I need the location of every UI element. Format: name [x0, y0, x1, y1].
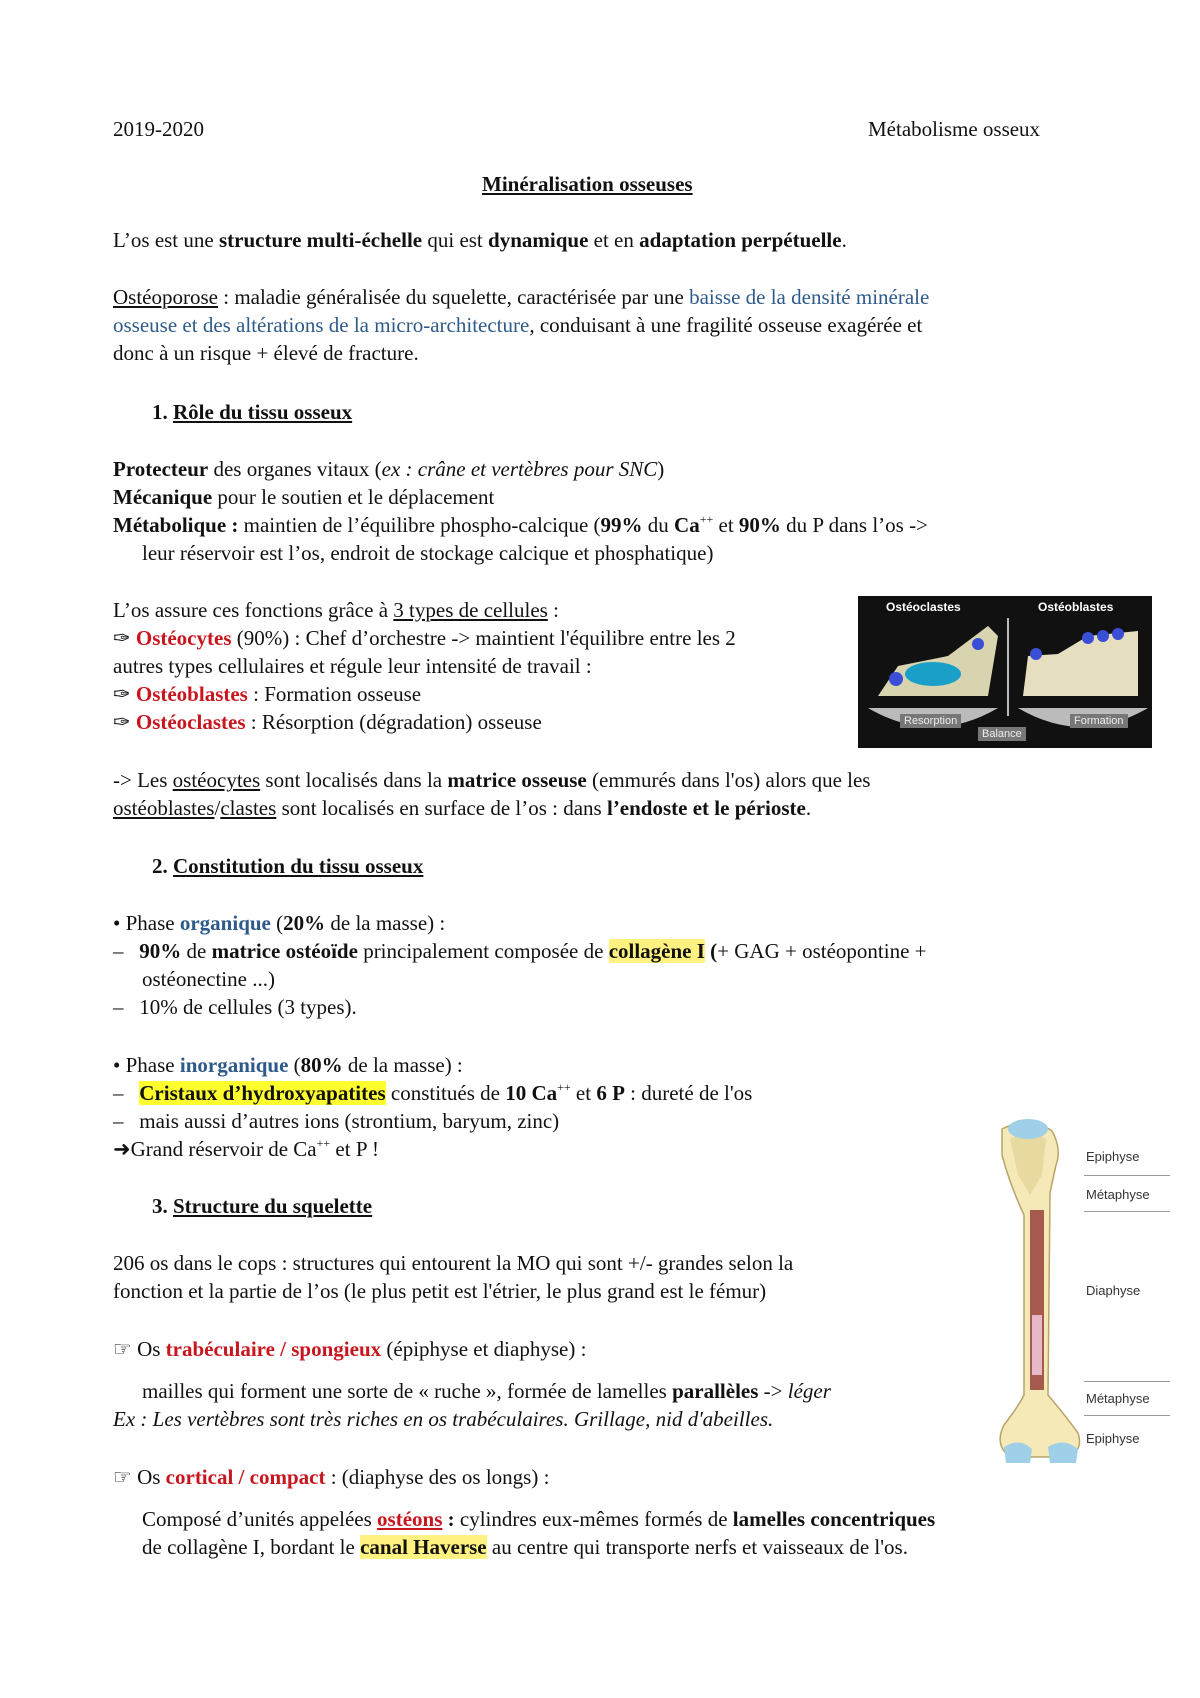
- os-trabeculaire-heading: ☞ Os trabéculaire / spongieux (épiphyse et diaphyse) :: [113, 1337, 587, 1361]
- os-trabeculaire-description: mailles qui forment une sorte de « ruche », formée de lamelles parallèles -> léger: [142, 1379, 831, 1403]
- section-1-heading: 1. Rôle du tissu osseux: [152, 400, 353, 424]
- organique-item-2: – 10% de cellules (3 types).: [113, 995, 357, 1019]
- intro-paragraph: L’os est une structure multi-échelle qui est dynamique et en adaptation perpétuelle.: [113, 228, 847, 252]
- os-cortical-heading: ☞ Os cortical / compact : (diaphyse des os longs) :: [113, 1465, 550, 1489]
- header-subject: Métabolisme osseux: [868, 117, 1041, 141]
- section-2-heading: 2. Constitution du tissu osseux: [152, 854, 424, 878]
- role-protecteur: Protecteur des organes vitaux (ex : crâne et vertèbres pour SNC): [113, 457, 665, 481]
- bone-label-diaphyse: Diaphyse: [1086, 1283, 1141, 1298]
- figure-label-osteoblastes: Ostéoblastes: [1038, 600, 1114, 614]
- bone-divider: [1084, 1211, 1170, 1212]
- bone-label-metaphyse-bottom: Métaphyse: [1086, 1391, 1150, 1406]
- long-bone-figure: [990, 1115, 1170, 1465]
- bone-divider: [1084, 1381, 1170, 1382]
- phase-inorganique: • Phase inorganique (80% de la masse) :: [113, 1053, 463, 1077]
- bone-divider: [1084, 1415, 1170, 1416]
- role-metabolique-line-2: leur réservoir est l’os, endroit de stockage calcique et phosphatique): [142, 541, 714, 565]
- pointer-icon: ✑: [113, 682, 131, 706]
- osteoporose-line-3: donc à un risque + élevé de fracture.: [113, 341, 419, 365]
- header-year: 2019-2020: [113, 117, 204, 141]
- osteoporose-line-1: Ostéoporose : maladie généralisée du squelette, caractérisée par une baisse de la densité minérale: [113, 285, 930, 309]
- phase-organique: • Phase organique (20% de la masse) :: [113, 911, 446, 935]
- cell-osteoblastes: ✑ Ostéoblastes : Formation osseuse: [113, 682, 422, 706]
- inorganique-item-2: – mais aussi d’autres ions (strontium, baryum, zinc): [113, 1109, 560, 1133]
- squelette-line-1: 206 os dans le cops : structures qui entourent la MO qui sont +/- grandes selon la: [113, 1251, 794, 1275]
- role-metabolique: Métabolique : maintien de l’équilibre phospho-calcique (99% du Ca++ et 90% du P dans l’os ->: [113, 512, 928, 537]
- pointing-hand-icon: ☞: [113, 1465, 132, 1489]
- osteoporose-line-2: osseuse et des altérations de la micro-architecture, conduisant à une fragilité osseuse exagérée et: [113, 313, 923, 337]
- section-3-heading: 3. Structure du squelette: [152, 1194, 373, 1218]
- os-cortical-description-2: de collagène I, bordant le canal Haverse au centre qui transporte nerfs et vaisseaux de l'os.: [142, 1535, 908, 1559]
- squelette-line-2: fonction et la partie de l’os (le plus petit est l'étrier, le plus grand est le fémur): [113, 1279, 767, 1303]
- role-mecanique: Mécanique pour le soutien et le déplacement: [113, 485, 495, 509]
- pointer-icon: ✑: [113, 626, 131, 650]
- cell-osteocytes: ✑ Ostéocytes (90%) : Chef d’orchestre -> maintient l'équilibre entre les 2: [113, 626, 736, 650]
- figure-label-osteoclastes: Ostéoclastes: [886, 600, 961, 614]
- cell-osteocytes-line-2: autres types cellulaires et régule leur intensité de travail :: [113, 654, 592, 678]
- page-title: Minéralisation osseuses: [482, 172, 693, 196]
- cell-osteoclastes: ✑ Ostéoclastes : Résorption (dégradation) osseuse: [113, 710, 542, 734]
- os-trabeculaire-example: Ex : Les vertèbres sont très riches en os trabéculaires. Grillage, nid d'abeilles.: [113, 1407, 774, 1431]
- organique-item-1: – 90% de matrice ostéoïde principalement composée de collagène I (+ GAG + ostéopontine +: [113, 939, 927, 963]
- reservoir-conclusion: ➜Grand réservoir de Ca++ et P !: [113, 1136, 379, 1161]
- figure-tag-resorption: Resorption: [900, 714, 961, 728]
- bone-label-epiphyse-bottom: Epiphyse: [1086, 1431, 1140, 1446]
- pointer-icon: ✑: [113, 710, 131, 734]
- pointing-hand-icon: ☞: [113, 1337, 132, 1361]
- bone-divider: [1084, 1175, 1170, 1176]
- os-cortical-description-1: Composé d’unités appelées ostéons : cylindres eux-mêmes formés de lamelles concentriques: [142, 1507, 936, 1531]
- bone-label-metaphyse-top: Métaphyse: [1086, 1187, 1150, 1202]
- femur-illustration: [990, 1115, 1100, 1465]
- arrow-right-icon: ➜: [113, 1137, 131, 1161]
- inorganique-item-1: – Cristaux d’hydroxyapatites constitués de 10 Ca++ et 6 P : dureté de l'os: [113, 1080, 753, 1105]
- figure-tag-balance: Balance: [978, 727, 1026, 741]
- osteo-figure: [858, 596, 1152, 748]
- localisation-line-2: ostéoblastes/clastes sont localisés en surface de l’os : dans l’endoste et le périoste.: [113, 796, 812, 820]
- cells-intro: L’os assure ces fonctions grâce à 3 types de cellules :: [113, 598, 559, 622]
- organique-item-1-line-2: ostéonectine ...): [142, 967, 275, 991]
- localisation-line-1: -> Les ostéocytes sont localisés dans la matrice osseuse (emmurés dans l'os) alors que les: [113, 768, 871, 792]
- bone-label-epiphyse-top: Epiphyse: [1086, 1149, 1140, 1164]
- figure-tag-formation: Formation: [1070, 714, 1128, 728]
